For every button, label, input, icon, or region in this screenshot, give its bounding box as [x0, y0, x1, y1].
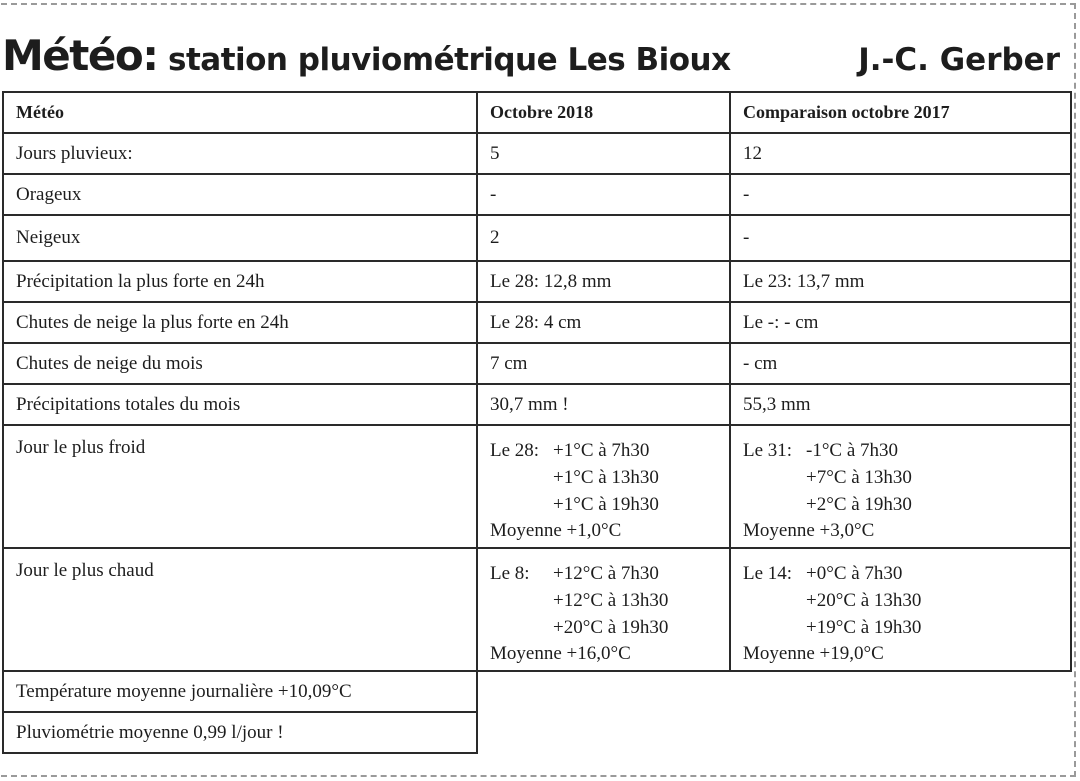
- cell-2018: Le 28: 12,8 mm: [477, 261, 730, 302]
- row-label: Chutes de neige du mois: [3, 343, 477, 384]
- temp-reading: +1°C à 7h30: [553, 440, 650, 461]
- table-row: [3, 215, 1071, 261]
- temp-reading: +19°C à 19h30: [806, 617, 922, 638]
- header-cell-meteo: Météo: [3, 92, 477, 133]
- header-cell-2017: Comparaison octobre 2017: [730, 92, 1071, 133]
- day-label: Le 14:: [743, 563, 793, 584]
- table-row-warmest: [3, 548, 1071, 671]
- temp-reading: +1°C à 19h30: [553, 494, 659, 515]
- table-row: [3, 261, 1071, 302]
- table-row-footer: [3, 671, 1071, 712]
- cell-2018: Le 28: 4 cm: [477, 302, 730, 343]
- table-row: [3, 384, 1071, 425]
- temp-reading: +1°C à 13h30: [553, 467, 659, 488]
- cell-2017: 12: [730, 133, 1071, 174]
- temp-reading: +7°C à 13h30: [806, 467, 912, 488]
- row-label: Jour le plus chaud: [3, 548, 477, 671]
- warmest-2018-cell: [477, 548, 730, 671]
- table-header-row: [3, 92, 1071, 133]
- table-row: [3, 133, 1071, 174]
- temp-reading: +20°C à 13h30: [806, 590, 922, 611]
- table-row-coldest: [3, 425, 1071, 548]
- row-label: Jour le plus froid: [3, 425, 477, 548]
- header-cell-2018: Octobre 2018: [477, 92, 730, 133]
- cell-2017: -: [730, 215, 1071, 261]
- temp-reading: +12°C à 7h30: [553, 563, 659, 584]
- average-temp: Moyenne +3,0°C: [743, 520, 875, 541]
- row-label: Neigeux: [3, 215, 477, 261]
- temp-reading: +0°C à 7h30: [806, 563, 903, 584]
- temp-reading: +20°C à 19h30: [553, 617, 669, 638]
- cell-2018: 2: [477, 215, 730, 261]
- temp-reading: -1°C à 7h30: [806, 440, 899, 461]
- cell-2017: 55,3 mm: [730, 384, 1071, 425]
- average-temp: Moyenne +1,0°C: [490, 520, 622, 541]
- average-temp: Moyenne +19,0°C: [743, 643, 884, 664]
- table-row: [3, 343, 1071, 384]
- cell-2017: Le -: - cm: [730, 302, 1071, 343]
- author-name: J.-C. Gerber: [858, 42, 1060, 78]
- warmest-2017-cell: [730, 548, 1071, 671]
- weather-table: [2, 91, 1072, 754]
- day-label: Le 8:: [490, 563, 530, 584]
- coldest-2018-cell: [477, 425, 730, 548]
- row-label: Précipitations totales du mois: [3, 384, 477, 425]
- cell-2018: -: [477, 174, 730, 215]
- table-row-footer: [3, 712, 1071, 753]
- cell-2017: -: [730, 174, 1071, 215]
- row-label: Précipitation la plus forte en 24h: [3, 261, 477, 302]
- cell-2018: 30,7 mm !: [477, 384, 730, 425]
- cell-2018: 5: [477, 133, 730, 174]
- page-header: [0, 28, 1060, 84]
- day-label: Le 28:: [490, 440, 540, 461]
- avg-rainfall-cell: Pluviométrie moyenne 0,99 l/jour !: [3, 712, 477, 753]
- average-temp: Moyenne +16,0°C: [490, 643, 631, 664]
- day-label: Le 31:: [743, 440, 793, 461]
- cell-2017: Le 23: 13,7 mm: [730, 261, 1071, 302]
- cell-2018: 7 cm: [477, 343, 730, 384]
- row-label: Orageux: [3, 174, 477, 215]
- row-label: Jours pluvieux:: [3, 133, 477, 174]
- row-label: Chutes de neige la plus forte en 24h: [3, 302, 477, 343]
- table-row: [3, 302, 1071, 343]
- avg-temperature-cell: Température moyenne journalière +10,09°C: [3, 671, 477, 712]
- title-main: Météo:: [2, 31, 158, 80]
- coldest-2017-cell: [730, 425, 1071, 548]
- table-row: [3, 174, 1071, 215]
- temp-reading: +12°C à 13h30: [553, 590, 669, 611]
- cell-2017: - cm: [730, 343, 1071, 384]
- title-subtitle: station pluviométrique Les Bioux: [168, 42, 731, 78]
- temp-reading: +2°C à 19h30: [806, 494, 912, 515]
